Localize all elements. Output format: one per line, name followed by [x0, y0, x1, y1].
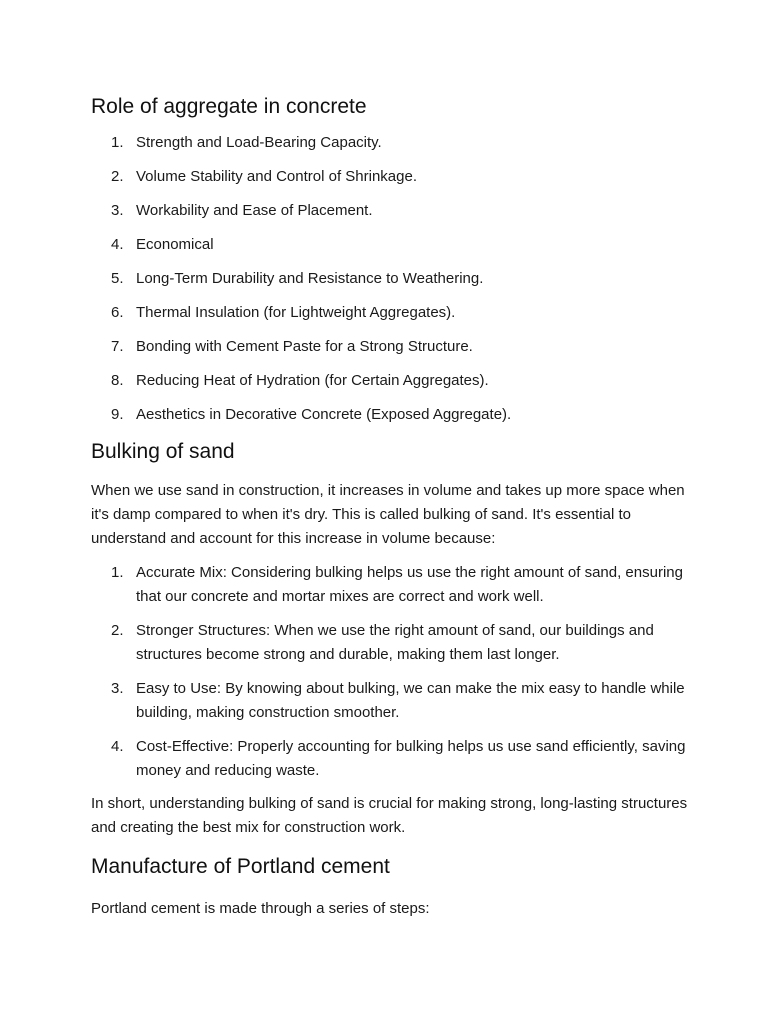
- heading-manufacture-portland-cement: Manufacture of Portland cement: [91, 855, 390, 878]
- list-item: 4. Economical: [111, 236, 214, 253]
- list-item: 3. Easy to Use: By knowing about bulking, we can make the mix easy to handle while building, making construction smoother.: [111, 680, 685, 721]
- list-item: 1. Strength and Load-Bearing Capacity.: [111, 134, 382, 151]
- list-item: 2. Stronger Structures: When we use the right amount of sand, our buildings and structures become strong and durable, making them last longer.: [111, 622, 654, 663]
- aggregate-roles-list: [91, 131, 691, 427]
- list-item: 1. Accurate Mix: Considering bulking helps us use the right amount of sand, ensuring that our concrete and mortar mixes are correct and work well.: [111, 564, 683, 605]
- document-body: [91, 92, 691, 921]
- list-item: 3. Workability and Ease of Placement.: [111, 202, 373, 219]
- heading-role-of-aggregate: Role of aggregate in concrete: [91, 95, 367, 118]
- list-item: 8. Reducing Heat of Hydration (for Certain Aggregates).: [111, 372, 489, 389]
- list-item: 9. Aesthetics in Decorative Concrete (Exposed Aggregate).: [111, 406, 512, 423]
- list-item: 6. Thermal Insulation (for Lightweight Aggregates).: [111, 304, 456, 321]
- list-item: 7. Bonding with Cement Paste for a Strong Structure.: [111, 338, 473, 355]
- list-item: 4. Cost-Effective: Properly accounting for bulking helps us use sand efficiently, saving money and reducing waste.: [111, 738, 686, 779]
- portland-intro-paragraph: Portland cement is made through a series of steps:: [91, 900, 430, 917]
- list-item: 2. Volume Stability and Control of Shrinkage.: [111, 168, 417, 185]
- bulking-reasons-list: [91, 561, 691, 783]
- bulking-summary-paragraph: In short, understanding bulking of sand is crucial for making strong, long-lasting structures and creating the best mix for construction work.: [91, 795, 688, 836]
- bulking-intro-paragraph: When we use sand in construction, it increases in volume and takes up more space when it's damp compared to when it's dry. This is called bulking of sand. It's essential to understand and account for this increase in volume because:: [91, 482, 685, 547]
- list-item: 5. Long-Term Durability and Resistance to Weathering.: [111, 270, 484, 287]
- heading-bulking-of-sand: Bulking of sand: [91, 440, 235, 463]
